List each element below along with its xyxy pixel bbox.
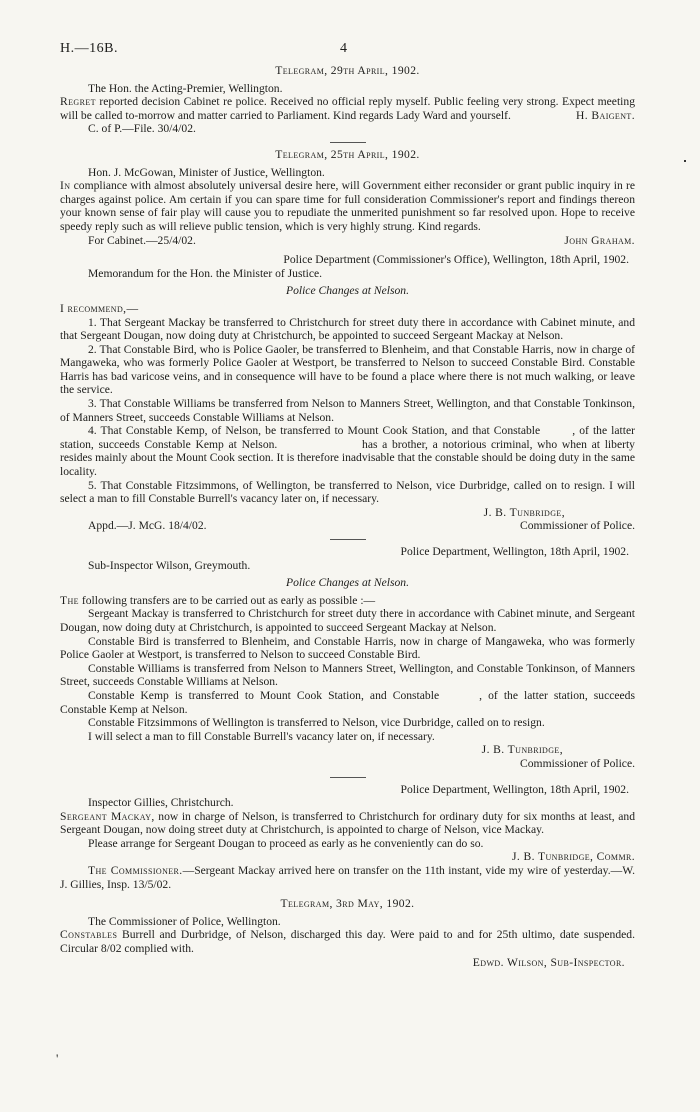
memo-body: Sergeant Mackay, now in charge of Nelson, is transferred to Christchurch for ordinary duty for six months at least, and Sergeant Dougan, now doing street duty at Christchurch, is appointed to charge of Nelson, vice Mackay. [60, 809, 635, 837]
document-code: H.—16B. [60, 41, 118, 56]
lead-word: Regret [60, 95, 96, 109]
dateline: Police Department (Commissioner's Office), Wellington, 18th April, 1902. [283, 253, 629, 267]
memo-request: Please arrange for Sergeant Dougan to proceed as early as he conveniently can do so. [88, 836, 484, 850]
document-page [60, 36, 635, 969]
signature: H. Baigent. [576, 108, 635, 122]
memorandum-3 [60, 783, 635, 892]
telegram-3 [60, 897, 635, 969]
memorandum-2 [60, 545, 635, 771]
telegram-heading: Telegram, 29th April, 1902. [275, 64, 420, 77]
item-3: 3. That Constable Williams be transferred from Nelson to Manners Street, Wellington, and that Constable Tonkinson, of Manners Street, succeeds Constable Williams at Nelson. [60, 397, 635, 424]
speck [684, 160, 686, 162]
telegram-body: Regret reported decision Cabinet re police. Received no official reply myself. Public feeling very strong. Expect meeting will be called to-morrow and matter carried to Parliament. Kind regards Lady Ward and yourself. [60, 95, 635, 122]
reply-note: The Commissioner.—Sergeant Mackay arrived here on transfer on the 11th instant, vide my wire of yesterday.—W. J. Gillies, Insp. 13/5/02. [60, 864, 635, 891]
divider [330, 539, 366, 540]
lead-word: In [60, 179, 71, 193]
file-note: C. of P.—File. 30/4/02. [88, 122, 196, 136]
page-header [60, 36, 635, 56]
item-4: 4. That Constable Kemp, of Nelson, be transferred to Mount Cook Station, and that Constable , of the latter station, succeeds Constable Kemp at Nelson. has a brother, a notorious criminal, who when at liberty resides mainly about the Mount Cook section. It is therefore inadvisable that the constable should be doing duty in the same locality. [60, 424, 635, 479]
memo-recipient: Memorandum for the Hon. the Minister of Justice. [88, 266, 323, 280]
memo-recipient: Inspector Gillies, Christchurch. [88, 796, 234, 810]
telegram-heading: Telegram, 3rd May, 1902. [280, 897, 415, 911]
approval-note: Appd.—J. McG. 18/4/02. [88, 519, 207, 533]
memorandum-1 [60, 253, 635, 533]
addressee: The Hon. the Acting-Premier, Wellington. [88, 81, 283, 95]
addressee: Hon. J. McGowan, Minister of Justice, Wellington. [88, 165, 325, 179]
signature: J. B. Tunbridge, [481, 743, 563, 757]
margin-mark: ' [56, 1051, 59, 1066]
memo-lead: I recommend,— [60, 301, 139, 315]
paragraph: I will select a man to fill Constable Burrell's vacancy later on, if necessary. [88, 729, 435, 743]
signatory-title: Commissioner of Police. [520, 756, 635, 770]
memo-subject: Police Changes at Nelson. [285, 576, 409, 590]
signature: J. B. Tunbridge, [483, 505, 565, 519]
paragraph: Constable Kemp is transferred to Mount Cook Station, and Constable , of the latter station, succeeds Constable Kemp at Nelson. [60, 688, 635, 716]
telegram-body: Constables Burrell and Durbridge, of Nelson, discharged this day. Were paid to and for 25th ultimo, date suspended. Circular 8/02 complied with. [60, 928, 635, 956]
telegram-1 [60, 64, 635, 136]
telegram-body: In compliance with almost absolutely universal desire here, will Government either reconsider or grant public inquiry in re charges against police. Am certain if you can spare time for full consideration Commissioner's report and findings thereon your known sense of fair play will cause you to repudiate the unmerited punishment so far resolved upon. Hope to receive speedy reply such as will relieve public tension, which is very highly strung. Kind regards. [60, 179, 636, 233]
item-5: 5. That Constable Fitzsimmons, of Wellington, be transferred to Nelson, vice Durbridge, called on to resign. I will select a man to fill Constable Burrell's vacancy later on, if necessary. [60, 478, 635, 506]
signatory-title: Commissioner of Police. [520, 519, 635, 533]
paragraph: Sergeant Mackay is transferred to Christchurch for street duty there in accordance with Cabinet minute, and Sergeant Dougan, now doing duty at Christchurch, is appointed to succeed Sergeant Mackay at Nelson. [60, 607, 635, 634]
memo-intro: The following transfers are to be carried out as early as possible :— [60, 593, 376, 607]
paragraph: Constable Bird is transferred to Blenheim, and Constable Harris, now in charge of Mangaweka, who was formerly Police Gaoler at Westport, is transferred to Nelson to succeed Constable Bird. [60, 634, 635, 662]
page-number: 4 [340, 41, 347, 56]
memo-recipient: Sub-Inspector Wilson, Greymouth. [88, 558, 251, 572]
paragraph: Constable Williams is transferred from Nelson to Manners Street, Wellington, and Constable Tonkinson, of Manners Street, succeeds Constable Williams at Nelson. [60, 661, 635, 689]
divider [330, 777, 366, 778]
addressee: The Commissioner of Police, Wellington. [88, 914, 281, 928]
signature: Edwd. Wilson, Sub-Inspector. [472, 955, 625, 969]
memo-subject: Police Changes at Nelson. [285, 284, 409, 298]
paragraph: Constable Fitzsimmons of Wellington is transferred to Nelson, vice Durbridge, called on to resign. [88, 716, 545, 730]
signature: J. B. Tunbridge, Commr. [511, 850, 635, 864]
cabinet-note: For Cabinet.—25/4/02. [88, 233, 196, 247]
dateline: Police Department, Wellington, 18th April, 1902. [400, 545, 629, 558]
item-2: 2. That Constable Bird, who is Police Gaoler, be transferred to Blenheim, and that Constable Harris, now in charge of Mangaweka, who was formerly Police Gaoler at Westport, be transferred to Nelson to succeed Constable Bird. Constable Harris has bad varicose veins, and in consequence will have to be found a place where there is not much walking, or leave the service. [60, 342, 635, 397]
signature: John Graham. [564, 233, 635, 247]
dateline: Police Department, Wellington, 18th April, 1902. [400, 782, 629, 796]
divider [330, 142, 366, 143]
telegram-2 [60, 148, 635, 247]
telegram-heading: Telegram, 25th April, 1902. [275, 147, 420, 161]
item-1: 1. That Sergeant Mackay be transferred to Christchurch for street duty there in accordance with Cabinet minute, and that Sergeant Dougan, now doing duty at Christchurch, be appointed to succeed Sergeant Mackay at Nelson. [60, 315, 635, 343]
